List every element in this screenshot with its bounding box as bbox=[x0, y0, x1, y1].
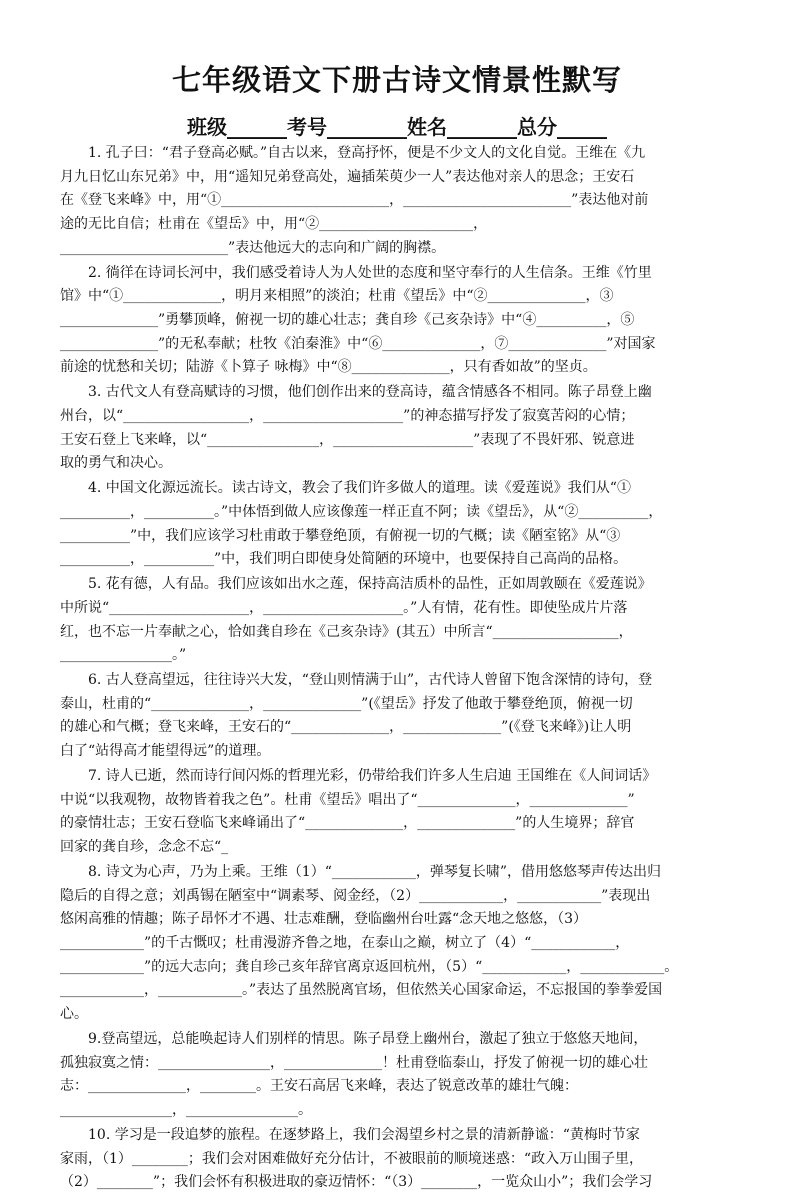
question-3 bbox=[60, 381, 736, 476]
worksheet-body bbox=[60, 142, 736, 1196]
question-line: 红，也不忘一片奉献之心，恰如龚自珍在《己亥杂诗》(其五）中所言“__________________， bbox=[60, 623, 633, 640]
question-line: 7. 诗人已逝，然而诗行间闪烁的哲理光彩，仍带给我们许多人生启迪 王国维在《人间词话》 bbox=[60, 768, 657, 784]
question-line: 6. 古人登高望远，往往诗兴大发，“登山则情满于山”，古代诗人曾留下饱含深情的诗句，登 bbox=[60, 672, 653, 689]
question-line: 4. 中国文化源远流长。读古诗文，教会了我们许多做人的道理。读《爱莲说》我们从“① bbox=[60, 480, 631, 497]
question-line: 馆》中“①______________，明月来相照”的淡泊；杜甫《望岳》中“②______________，③ bbox=[60, 288, 614, 305]
question-line: __________，__________”中，我们明白即使身处简陋的环境中，也要保持自己高尚的品格。 bbox=[60, 551, 628, 568]
question-line: __________”中，我们应该学习杜甫敢于攀登绝顶，有俯视一切的气概；读《陋室铭》从“③ bbox=[60, 527, 621, 544]
question-line: 心。 bbox=[60, 1006, 88, 1023]
question-line: ____________”的千古慨叹；杜甫漫游齐鲁之地，在泰山之巅，树立了（4）“____________， bbox=[60, 935, 630, 951]
question-line: ____________，____________。”表达了虽然脱离官场，但依然关心国家命运，不忘报国的拳拳爱国 bbox=[60, 982, 663, 999]
student-info-line: 班级______考号________姓名_______总分_____ bbox=[187, 115, 607, 139]
question-line: ________________。” bbox=[60, 647, 187, 664]
question-line: （2）________”；我们会怀有积极进取的豪迈情怀：“（3）________，一览众山小”；我们会学习 bbox=[60, 1174, 653, 1191]
question-line: 1. 孔子曰：“君子登高必赋。”自古以来，登高抒怀，便是不少文人的文化自觉。王维在《九 bbox=[60, 145, 646, 161]
question-7 bbox=[60, 765, 736, 860]
page-title: 七年级语文下册古诗文情景性默写 bbox=[171, 63, 622, 97]
question-line: 州台，以“__________________，____________________”的神态描写抒发了寂寞苦闷的心情； bbox=[60, 407, 635, 424]
question-line: 9.登高望远，总能唤起诗人们别样的情思。陈子昂登上幽州台，激起了独立于悠悠天地间， bbox=[60, 1030, 648, 1047]
question-line: 的豪情壮志；王安石登临飞来峰诵出了“______________，______________”的人生境界；辞官 bbox=[60, 815, 635, 832]
question-line: 回家的龚自珍，念念不忘“_ bbox=[60, 839, 229, 856]
question-line: 中说“以我观物，故物皆着我之色”。杜甫《望岳》唱出了“______________，______________” bbox=[60, 791, 635, 808]
question-line: ______________”的无私奉献；杜牧《泊秦淮》中“⑥______________，⑦______________”对国家 bbox=[60, 335, 656, 352]
question-line: 2. 徜徉在诗词长河中，我们感受着诗人为人处世的态度和坚守奉行的人生信条。王维《竹里 bbox=[60, 264, 652, 281]
question-line: 志：______________，________。王安石高居飞来峰，表达了锐意改革的雄壮气魄： bbox=[60, 1078, 578, 1095]
question-line: 3. 古代文人有登高赋诗的习惯，他们创作出来的登高诗，蕴含情感各不相同。陈子昂登上幽 bbox=[60, 384, 652, 401]
question-line: 的雄心和气概；登飞来峰，王安石的“______________，______________”(《登飞来峰》)让人明 bbox=[60, 719, 632, 736]
question-line: 悠闲高雅的情趣；陈子昂怀才不遇、壮志难酬，登临幽州台吐露“念天地之悠悠，（3） bbox=[60, 911, 588, 928]
question-4 bbox=[60, 477, 736, 572]
question-9 bbox=[60, 1028, 736, 1123]
question-5 bbox=[60, 573, 736, 668]
question-line: 8. 诗文为心声，乃为上乘。王维（1）“____________，弹琴复长啸”，借用悠悠琴声传达出归 bbox=[60, 863, 662, 880]
question-line: 泰山，杜甫的“______________，______________”(《望岳》抒发了他敢于攀登绝顶，俯视一切 bbox=[60, 695, 633, 712]
question-line: 途的无比自信；杜甫在《望岳》中，用“②______________________， bbox=[60, 216, 488, 233]
question-line: 王安石登上飞来峰，以“________________，____________________”表现了不畏奸邪、锐意进 bbox=[60, 431, 635, 448]
question-line: ____________”的远大志向；龚自珍己亥年辞官离京返回杭州，（5）“____________，____________。 bbox=[60, 958, 679, 975]
question-10 bbox=[60, 1124, 736, 1195]
question-line: 月九日忆山东兄弟》中，用“遥知兄弟登高处，遍插茱萸少一人”表达他对亲人的思念；王安石 bbox=[60, 168, 635, 185]
question-line: 白了“站得高才能望得远”的道理。 bbox=[60, 743, 271, 760]
question-line: 前途的忧愁和关切；陆游《卜算子 咏梅》中“⑧______________，只有香如故”的坚贞。 bbox=[60, 359, 597, 376]
question-1 bbox=[60, 142, 736, 260]
question-2 bbox=[60, 262, 736, 380]
question-line: 中所说“____________________，____________________。”人有情，花有性。即使坠成片片落 bbox=[60, 599, 628, 616]
question-line: 5. 花有德，人有品。我们应该如出水之莲，保持高洁质朴的品性，正如周敦颐在《爱莲说》 bbox=[60, 576, 652, 593]
question-line: ________________________”表达他远大的志向和广阔的胸襟。 bbox=[60, 239, 446, 256]
question-6 bbox=[60, 669, 736, 764]
question-line: 10. 学习是一段追梦的旅程。在逐梦路上，我们会渴望乡村之景的清新静谧：“黄梅时节家 bbox=[60, 1126, 640, 1143]
question-line: 在《登飞来峰》中，用“①________________________，________________________”表达他对前 bbox=[60, 192, 649, 209]
question-8 bbox=[60, 861, 736, 1027]
question-line: __________，__________。”中体悟到做人应该像莲一样正直不阿；读《望岳》，从“②__________， bbox=[60, 503, 663, 520]
question-line: 取的勇气和决心。 bbox=[60, 455, 172, 472]
question-line: 孤独寂寞之情：________________，______________！杜甫登临泰山，抒发了俯视一切的雄心壮 bbox=[60, 1054, 648, 1071]
question-line: ________________，________________。 bbox=[60, 1102, 312, 1118]
question-line: 家雨，（1）________；我们会对困难做好充分估计，不被眼前的顺境迷惑：“政入万山围子里， bbox=[60, 1150, 644, 1167]
question-line: 隐后的自得之意；刘禹锡在陋室中“调素琴、阅金经，（2）____________，____________”表现出 bbox=[60, 887, 651, 904]
question-line: ______________”勇攀顶峰，俯视一切的雄心壮志；龚自珍《己亥杂诗》中“④__________，⑤ bbox=[60, 312, 635, 328]
